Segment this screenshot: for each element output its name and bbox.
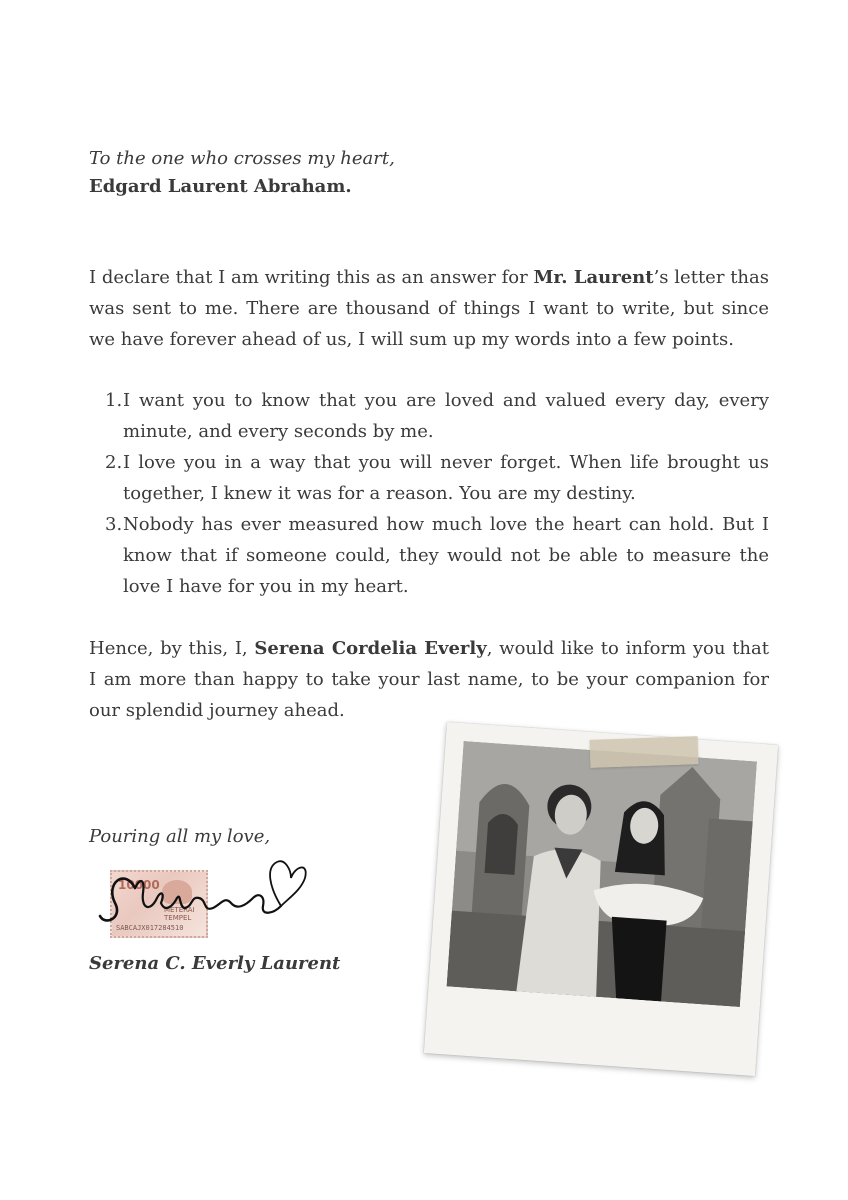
list-item-number: 2. [105,452,123,473]
list-item-text: Nobody has ever measured how much love the heart can hold. But I know that if someone could, they would not be able to measure the love I have for you in my heart. [123,514,769,597]
polaroid-photo [424,722,778,1076]
recipient-name: Edgard Laurent Abraham. [89,176,352,197]
intro-paragraph [89,262,769,355]
declaration-text-start: Hence, by this, I, [89,638,255,659]
intro-text-end: ’s letter thas was sent to me. There are thousand of things I want to write, but since we have forever ahead of us, I will sum up my words into a few points. [89,267,769,350]
declaration-text-end: , would like to inform you that I am more than happy to take your last name, to be your companion for our splendid journey ahead. [89,638,769,721]
stamp-value: 10000 [118,878,160,892]
closing-line: Pouring all my love, [89,826,271,847]
signature-area [95,848,335,948]
list-item [89,447,769,509]
salutation [89,145,395,201]
washi-tape [590,736,699,768]
stamp-code: SABCAJX017284510 [116,924,184,932]
list-item-number: 1. [105,390,123,411]
signature-name: Serena C. Everly Laurent [89,953,341,974]
declaration-paragraph [89,633,769,726]
points-list [89,385,769,602]
list-item [89,385,769,447]
couple-photo-image [447,741,757,1007]
salutation-line: To the one who crosses my heart, [89,148,395,169]
couple-photo [447,741,757,1007]
list-item-text: I want you to know that you are loved and valued every day, every minute, and every seconds by me. [123,390,769,442]
list-item-text: I love you in a way that you will never forget. When life brought us together, I knew it was for a reason. You are my destiny. [123,452,769,504]
intro-bold-name: Mr. Laurent [533,267,654,288]
handwritten-signature [95,848,335,948]
list-item-number: 3. [105,514,123,535]
stamp-label: METERAI TEMPEL [164,906,195,922]
intro-text-start: I declare that I am writing this as an answer for [89,267,534,288]
list-item [89,509,769,602]
declaration-bold-name: Serena Cordelia Everly [254,638,487,659]
